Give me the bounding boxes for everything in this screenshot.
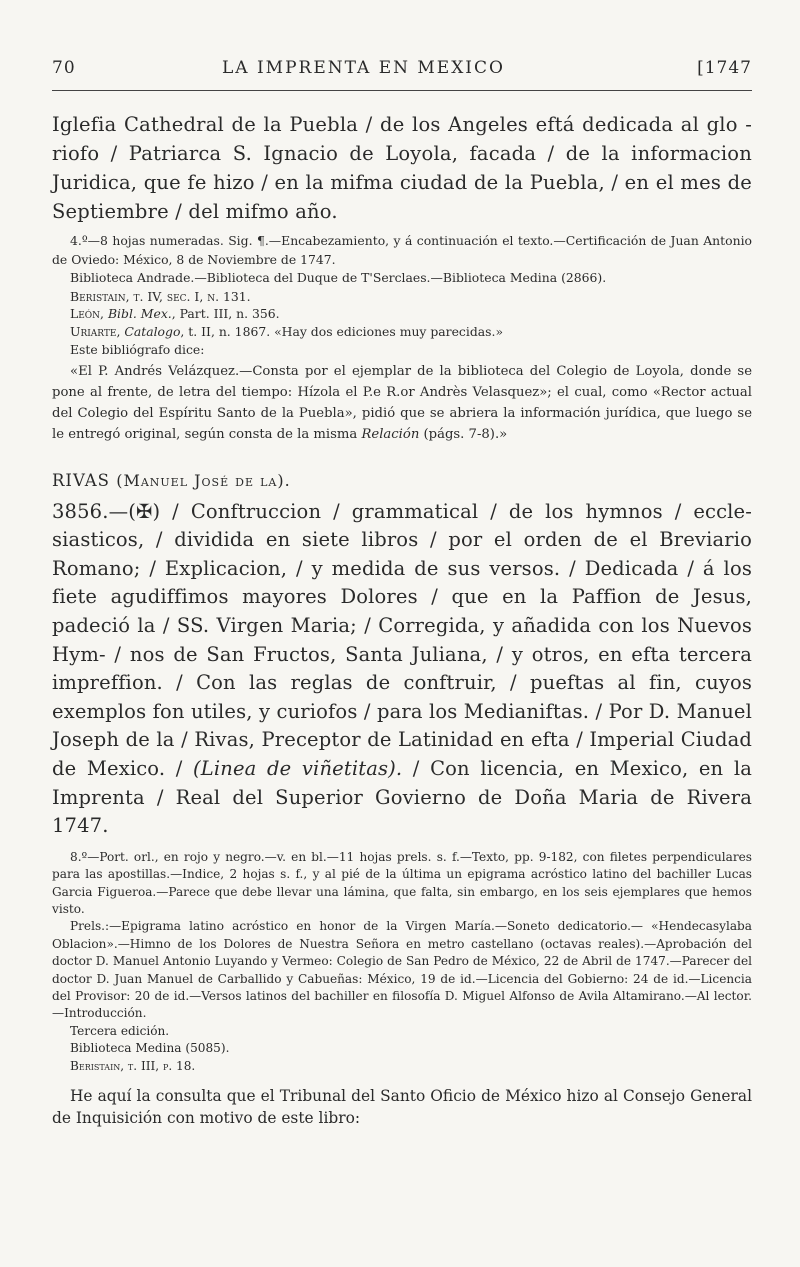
entry-preliminaries: Prels.:—Epigrama latino acróstico en honor de la Virgen María.—Soneto dedicatorio.— «Hendecasylaba Oblacion».—Himno de los Dolores de Nuestra Señora en metro castellano (octavas reales).—Aprobación del doctor D. Manuel Antonio Luyando y Vermeo: Colegio de San Pedro de México, 22 de Abril de 1747.—Parecer del doctor D. Juan Manuel de Carballido y Cabueñas: México, 19 de id.—Licencia del Gobierno: 24 de id.—Licencia del Provisor: 20 de id.—Versos latinos del bachiller en filosofía D. Miguel Alfonso de Avila Altamirano.—Al lector.—Introducción. bbox=[52, 919, 752, 1021]
header-year: [1747 bbox=[697, 58, 752, 78]
entry-description: 8.º—Port. orl., en rojo y negro.—v. en bl.—11 hojas prels. s. f.—Texto, pp. 9-182, con filetes perpendiculares para las apostillas.—Indice, 2 hojas s. f., y al pié de la última un epigrama acróstico latino del bachiller Lucas Garcia Figueroa.—Parece que debe llevar una lámina, que falta, sin embargo, en los seis ejemplares que hemos visto. bbox=[52, 849, 752, 917]
entry-edition: Tercera edición. bbox=[70, 1023, 170, 1038]
running-title: LA IMPRENTA EN MEXICO bbox=[222, 58, 505, 78]
author-heading: RIVAS (Manuel José de la). bbox=[52, 470, 291, 490]
reference-leon: León, Bibl. Mex., Part. III, n. 356. bbox=[70, 306, 280, 322]
previous-entry-title: Iglefia Cathedral de la Puebla / de los Angeles eftá dedicada al glo - riofo / Patriarca S. Ignacio de Loyola, facada / de la informacion Juridica, que fe hizo / en la mifma ciudad de la Puebla, / en el mes de Septiembre / del mifmo año. bbox=[52, 113, 752, 223]
entry-3856-title: 3856.—(✠) / Conftruccion / grammatical / de los hymnos / eccle- siasticos, / dividida en siete libros / por el orden de el Breviario Romano; / Explicacion, / y medida de sus versos. / Dedicada / á los fiete agudiffimos mayores Dolores / que en la Paffion de Jesus, padeció la / SS. Virgen Maria; / Corregida, y añadida con los Nuevos Hym- / nos de San Fructos, Santa Juliana, / y otros, en efta tercera impreffion. / Con las reglas de conftruir, / pueftas al fin, cuyos exemplos fon utiles, y curiofos / para los Medianiftas. / Por D. Manuel Joseph de la / Rivas, Preceptor de Latinidad en efta / Imperial Ciudad de Mexico. / (Linea de viñetitas). / Con licencia, en Mexico, en la Imprenta / Real del Superior Govierno de Doña Maria de Rivera 1747. bbox=[52, 499, 752, 838]
reference-note: Este bibliógrafo dice: bbox=[70, 341, 205, 357]
entry-reference: Beristain, t. III, p. 18. bbox=[70, 1058, 196, 1073]
header-rule bbox=[52, 90, 752, 91]
reference-uriarte: Uriarte, Catalogo, t. II, n. 1867. «Hay dos ediciones muy parecidas.» bbox=[70, 324, 504, 340]
previous-entry-physical: 4.º—8 hojas numeradas. Sig. ¶.—Encabezamiento, y á continuación el texto.—Certificación de Juan Antonio de Oviedo: México, 8 de Noviembre de 1747. bbox=[52, 233, 752, 267]
previous-entry-libraries: Biblioteca Andrade.—Biblioteca del Duque de T'Serclaes.—Biblioteca Medina (2866). bbox=[70, 270, 607, 285]
closing-paragraph: He aquí la consulta que el Tribunal del Santo Oficio de México hizo al Consejo General de Inquisición con motivo de este libro: bbox=[52, 1087, 752, 1128]
page-body bbox=[52, 110, 752, 1129]
page-number: 70 bbox=[52, 58, 76, 78]
reference-beristain: Beristain, t. IV, sec. I, n. 131. bbox=[70, 288, 251, 304]
running-header bbox=[52, 58, 752, 84]
previous-entry-references bbox=[52, 288, 752, 359]
entry-number: 3856.—(✠) / bbox=[52, 499, 179, 523]
bibliographer-quote: «El P. Andrés Velázquez.—Consta por el ejemplar de la biblioteca del Colegio de Loyola, donde se pone al frente, de letra del tiempo: Hízola el P.e R.or Andrès Velasquez»; el cual, como «Rector actual del Colegio del Espíritu Santo de la Puebla», pidió que se abriera la información jurídica, que luego se le entregó original, según consta de la misma Relación (págs. 7-8).» bbox=[52, 363, 752, 442]
entry-library: Biblioteca Medina (5085). bbox=[70, 1041, 230, 1056]
